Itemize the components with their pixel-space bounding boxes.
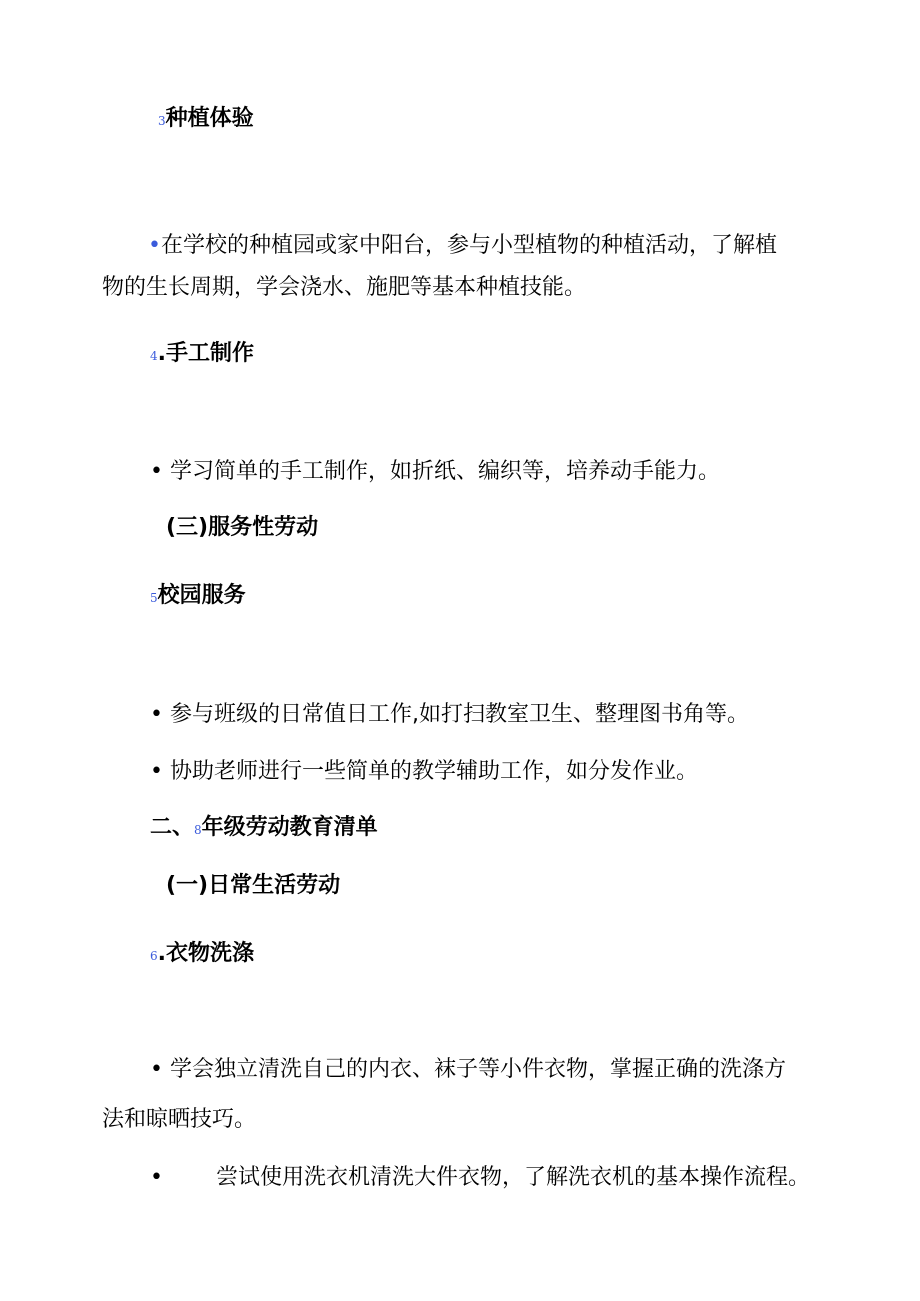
paragraph-line: 尝试使用洗衣机清洗大件衣物，了解洗衣机的基本操作流程。: [216, 1165, 811, 1190]
paragraph-line: • 参与班级的日常值日工作,如打扫教室卫生、整理图书角等。: [150, 702, 749, 727]
grade-number: 8: [194, 823, 202, 837]
paragraph-line: • 协助老师进行一些简单的教学辅助工作，如分发作业。: [150, 759, 698, 784]
heading-handcraft: [150, 339, 254, 371]
heading-text: 校园服务: [157, 583, 246, 608]
part-prefix: 二、: [150, 815, 195, 840]
heading-text: .衣物洗涤: [157, 941, 254, 966]
heading-campus-service: [150, 581, 246, 613]
paragraph-text: 在学校的种植园或家中阳台，参与小型植物的种植活动，了解植: [160, 233, 777, 258]
paragraph-line: 物的生长周期，学会浇水、施肥等基本种植技能。: [102, 275, 587, 300]
section-number: 5: [150, 591, 158, 605]
bullet-icon: •: [148, 233, 161, 258]
section-number: 4: [150, 349, 158, 363]
paragraph-line: [148, 231, 777, 261]
part-heading: [150, 813, 378, 845]
subsection-heading: (三)服务性劳动: [166, 515, 319, 540]
paragraph-line: • 学习简单的手工制作，如折纸、编织等，培养动手能力。: [150, 459, 720, 484]
section-number: 6: [150, 949, 158, 963]
heading-text: 种植体验: [165, 106, 254, 131]
part-title: 年级劳动教育清单: [201, 815, 378, 840]
heading-text: .手工制作: [157, 341, 254, 366]
section-number: 3: [158, 114, 166, 128]
heading-planting: [158, 104, 254, 136]
paragraph-line: 法和晾晒技巧。: [102, 1107, 257, 1132]
heading-laundry: [150, 939, 254, 971]
bullet-icon: •: [150, 1165, 163, 1190]
paragraph-line: • 学会独立清洗自己的内衣、袜子等小件衣物，掌握正确的洗涤方: [150, 1057, 786, 1082]
subsection-heading: (一)日常生活劳动: [166, 873, 341, 898]
